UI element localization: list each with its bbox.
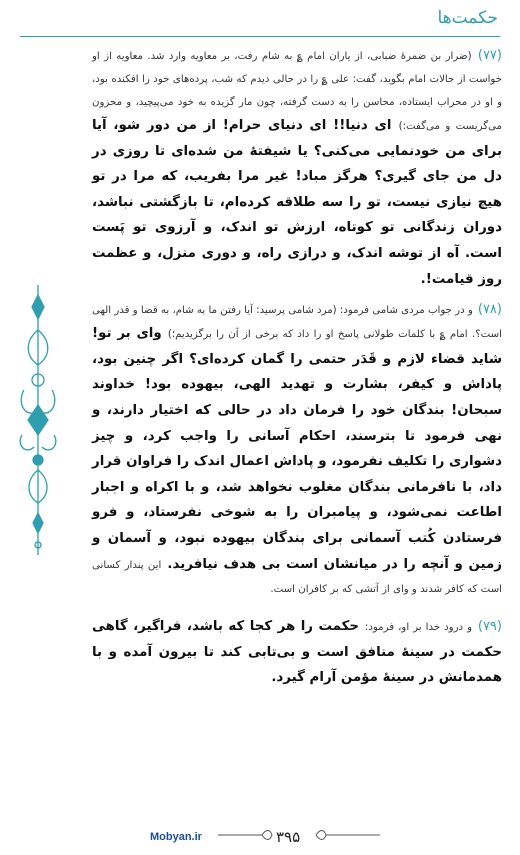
intro-text: و در جواب مردی شامی فرمود: (مرد شامی پرسید: آیا رفتن ما به شام، به قضا و قدر الهی است؟. امام ؏ با کلمات طولانی پاسخ او را داد که برخی از آن را برگزیدیم؛) [91, 305, 502, 341]
decorative-ornament-icon [16, 285, 60, 555]
site-logo: Mobyan.ir [150, 831, 202, 843]
hikmat-77 [92, 44, 502, 292]
hikmat-78 [92, 298, 502, 600]
footer-divider [0, 825, 520, 845]
section-title: حکمت‌ها [437, 8, 498, 28]
closing-note: این پندار کسانی است که کافر شدند و وای از آتشی که بر کافران است. [92, 559, 502, 596]
hikmat-number: (۷۹) [477, 619, 502, 635]
hikmat-number: (۷۷) [477, 48, 502, 63]
page-number: ۳۹۵ [276, 828, 301, 846]
hikmat-number: (۷۸) [477, 302, 502, 318]
hikmat-text: ای دنیا!! ای دنیای حرام! از من دور شو، آیا برای من خودنمایی می‌کنی؟ یا شیفتهٔ من شده‌ای تا روزی در دل من جای گیری؟ هرگز مباد! غیر مرا بفریب، که مرا در تو هیچ نیازی نیست، تو را سه طلاقه کرده‌ام، تا بازگشتی نباشد، دوران زندگانی تو کوتاه، ارزش تو اندک، و آرزوی تو پَست است. آه از توشه اندک، و درازی راه، و دوری منزل، و عظمت روز قیامت!. [92, 118, 502, 287]
hikmat-text: وای بر تو! شاید قضاء لازم و قَدَر حتمی را گمان کرده‌ای؟ اگر چنین بود، پاداش و کیفر، بشارت و تهدید الهی، بیهوده بود! خداوند سبحان! بندگان خود را فرمان داد در حالی که اختیار دارند، و نهی فرمود تا بترسند، احکام آسانی را واجب کرد، و چیز دشواری را تکلیف نفرمود، و پاداش اعمال اندک را فراوان قرار داد، با نافرمانی بندگان مغلوب نخواهد شد، و با اکراه و اجبار اطاعت نمی‌شود، و پیامبران را به شوخی نفرستاد، و فرو فرستادن کُتب آسمانی برای بندگان بیهوده نبود، و آسمان و زمین و آنچه را در میانشان است بی هدف نیافرید. [92, 326, 503, 572]
page-content [92, 40, 502, 691]
hikmat-79 [92, 614, 502, 691]
intro-text: (ضرار بن ضمرهٔ ضبابی، از یاران امام ؏ به شام رفت، بر معاویه وارد شد. معاویه از او خواست از حالات امام بگوید، گفت: علی ؏ را در حالی دیدم که شب، پرده‌های خود را افکنده بود، و او در محراب ایستاده، محاسن را به دست گرفته، چون مار گزیده به خود می‌پیچید، و محزون می‌گریست و می‌گفت:) [92, 51, 502, 132]
intro-text: و درود خدا بر او، فرمود: [364, 622, 472, 634]
page-header [20, 6, 500, 37]
hikmat-text: حکمت را هر کجا که باشد، فراگیر، گاهی حکمت در سینهٔ منافق است و بی‌تابی کند تا بیرون آمده و با همدمانش در سینهٔ مؤمن آرام گیرد. [92, 619, 502, 686]
